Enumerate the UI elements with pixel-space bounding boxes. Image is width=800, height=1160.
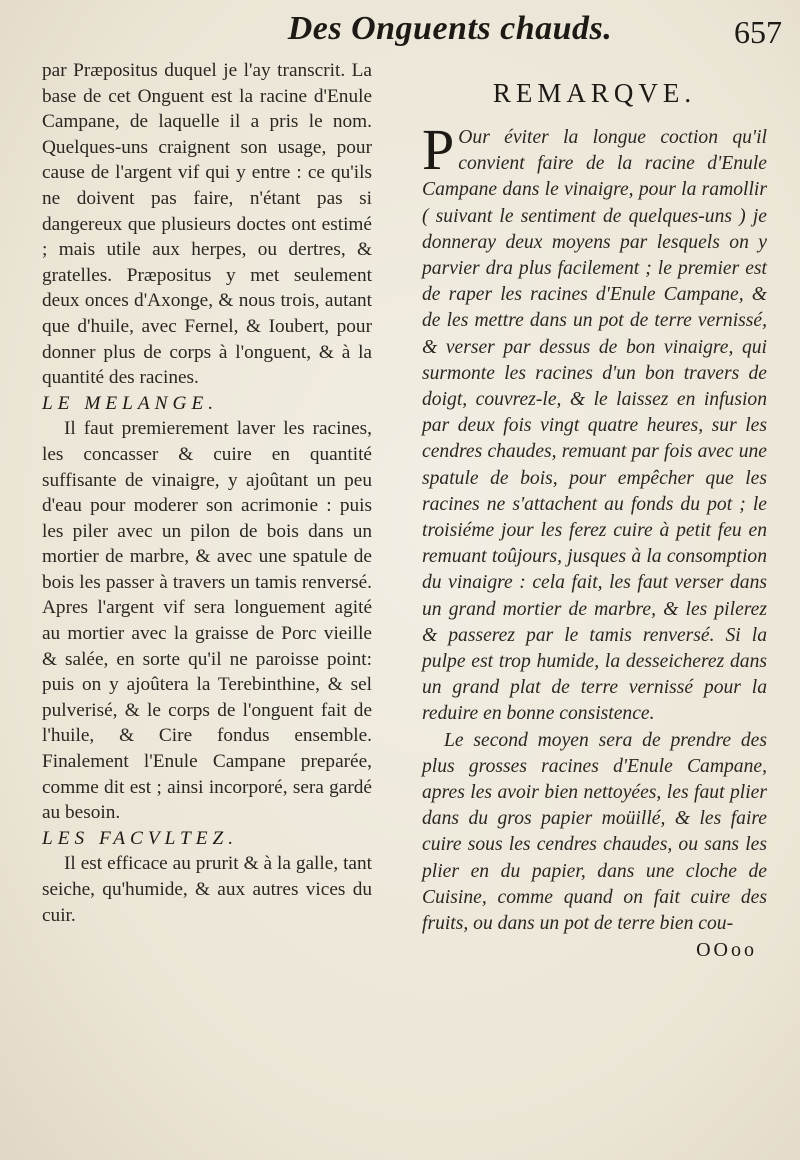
- page-number: 657: [734, 14, 782, 50]
- heading-les-facultez: LES FACVLTEZ.: [42, 827, 239, 849]
- heading-remarque: REMARQVE.: [492, 78, 697, 108]
- left-column: [42, 58, 372, 928]
- remarque-body: [422, 117, 767, 937]
- left-paragraph-melange: Il faut premierement laver les racines, les concasser & cuire en quantité suffisante de vinaigre, y ajoûtant un peu d'eau pour moderer son acrimonie : puis les piler avec un pilon de bois dans un mortier de marbre, & avec une spatule de bois les passer à travers un tamis renversé. Apres l'argent vif sera longuement agité au mortier avec la graisse de Porc vieille & salée, en sorte qu'il ne paroisse point: puis on y ajoûtera la Terebinthine, & sel pulverisé, & le corps de l'onguent fait de l'huile, & Cire fondus ensemble. Finalement l'Enule Campane preparée, comme dit est ; ainsi incorporé, sera gardé au besoin.: [42, 418, 372, 824]
- running-head-title: Des Onguents chauds.: [287, 10, 613, 47]
- left-paragraph-intro: par Præpositus duquel je l'ay transcrit. La base de cet Onguent est la racine d'Enule Campane, de laquelle il a pris le nom. Quelques-uns craignent son usage, pour cause de l'argent vif qui y entre : ce qu'ils ne doivent pas faire, n'étant pas si dangereux que plusieurs doctes ont estimé ; mais utile aux herpes, ou dertres, & gratelles. Præpositus y met seulement deux onces d'Axonge, & nous trois, autant que d'huile, avec Fernel, & Ioubert, pour donner plus de corps à l'onguent, & à la quantité des racines.: [42, 60, 372, 389]
- drop-cap-letter: P: [422, 117, 455, 182]
- remarque-paragraph-first: [422, 117, 767, 728]
- left-paragraph-facultez: Il est efficace au prurit & à la galle, tant seiche, qu'humide, & aux autres vices du cuir.: [42, 853, 372, 926]
- right-column: [422, 58, 767, 962]
- printer-signature-mark: OOoo: [696, 939, 757, 962]
- remarque-paragraph-first-text: Our éviter la longue coction qu'il convient faire de la racine d'Enule Campane dans le vinaigre, pour la ramollir ( suivant le sentiment de quelques-uns ) je donneray deux moyens par lesquels on y parvier dra plus facilement ; le premier est de raper les racines d'Enule Campane, & de les mettre dans un pot de terre vernissé, & verser par dessus de bon vinaigre, qui surmonte les racines d'un bon travers de doigt, couvrez-le, & le laissez en infusion par deux fois vingt quatre heures, sur les cendres chaudes, remuant par fois avec une spatule de bois, pour empêcher que les racines ne s'attachent au fonds du pot ; le troisiéme jour les ferez cuire à petit feu en remuant toûjours, jusques à la consomption du vinaigre : cela fait, les faut verser dans un grand mortier de marbre, & les pilerez & passerez par le tamis renversé. Si la pulpe est trop humide, la desseicherez dans un grand plat de terre vernissé pour la reduire en bonne consistence.: [422, 127, 767, 725]
- remarque-paragraph-second: Le second moyen sera de prendre des plus grosses racines d'Enule Campane, apres les avoir bien nettoyées, les faut plier dans du gros papier moüillé, & les faire cuire sous les cendres chaudes, ou sans les plier en du papier, dans une cloche de Cuisine, comme quand on fait cuire des fruits, ou dans un pot de terre bien cou-: [422, 729, 767, 935]
- heading-le-melange: LE MELANGE.: [42, 392, 219, 414]
